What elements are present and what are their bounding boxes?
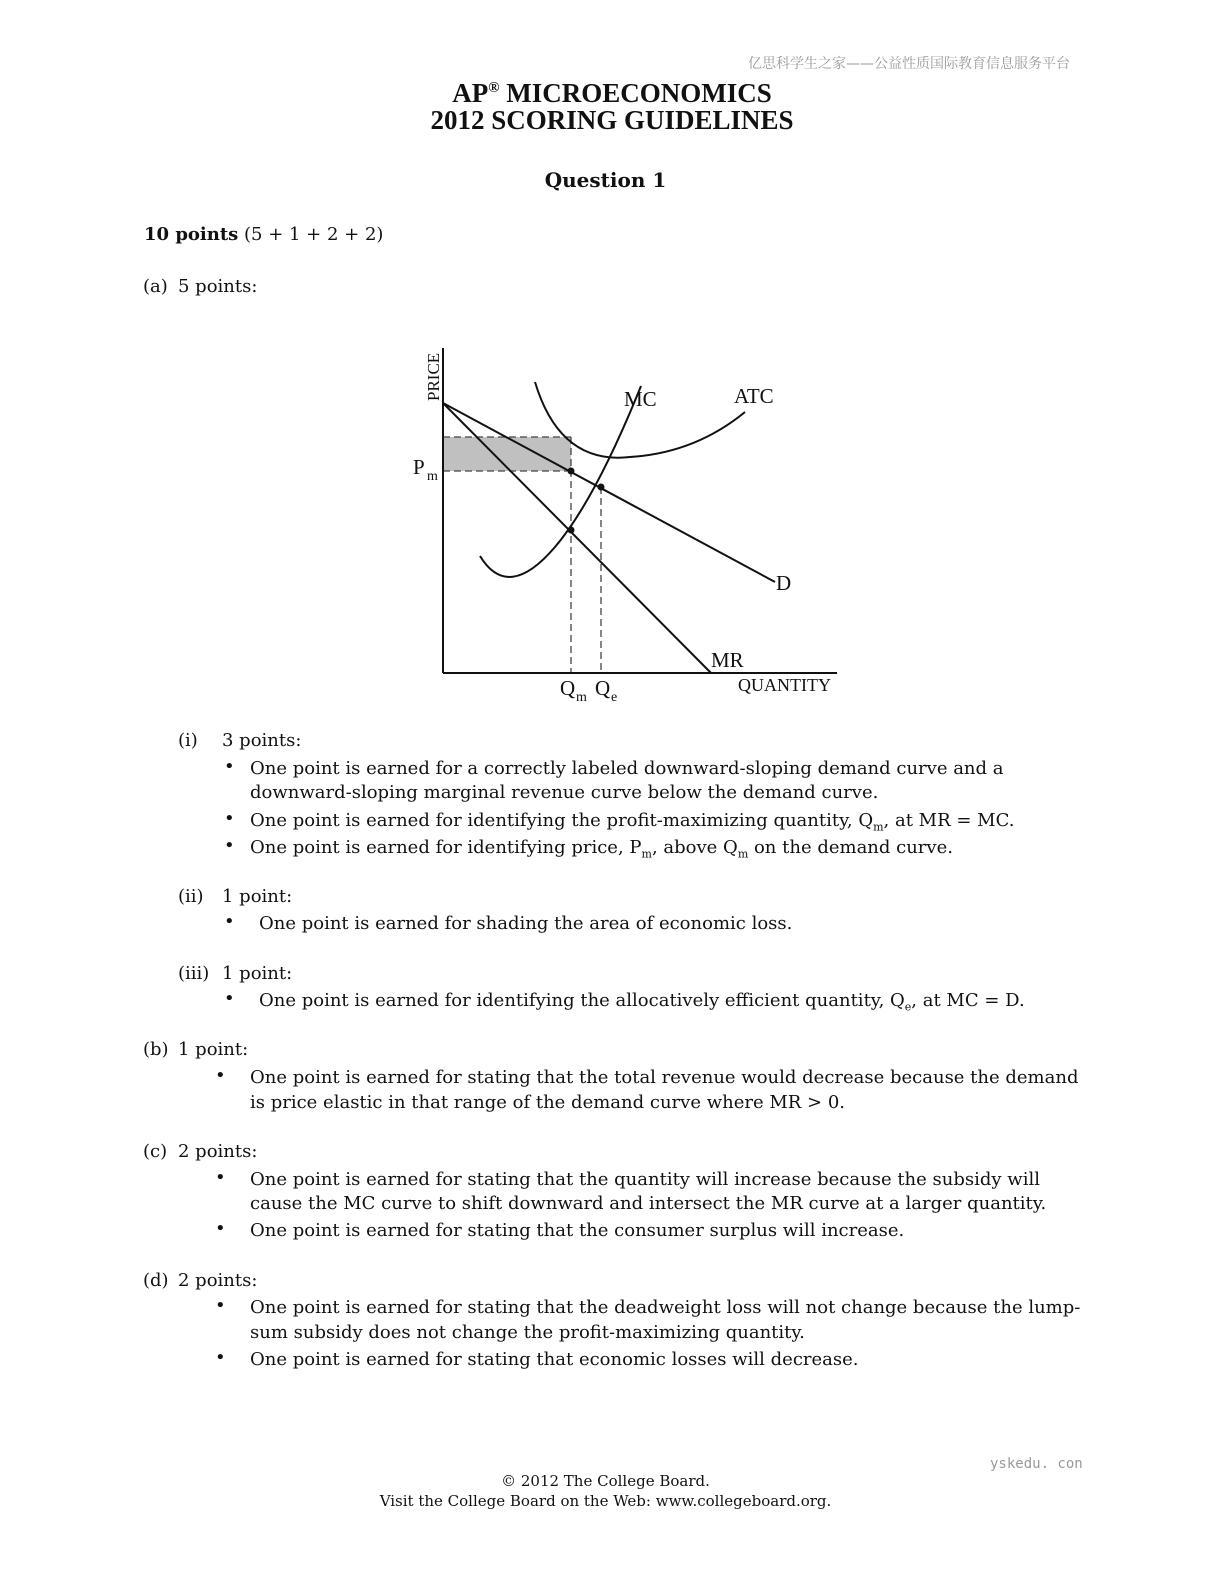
bullet: •	[215, 1167, 226, 1188]
bullet: •	[224, 988, 235, 1009]
title-ap: AP	[452, 78, 489, 108]
bullet: •	[215, 1218, 226, 1239]
demand-curve	[443, 403, 775, 582]
watermark-bottom: yskedu. con	[990, 1456, 1083, 1472]
text-segment: One point is earned for identifying price, P	[250, 837, 642, 858]
subscript: e	[904, 1000, 912, 1014]
bullet: •	[224, 808, 235, 829]
subscript: m	[737, 847, 749, 861]
bullet: •	[224, 835, 235, 856]
text-segment: , at MC = D.	[911, 990, 1025, 1011]
document-title-line2: 2012 SCORING GUIDELINES	[430, 105, 794, 135]
part-a-i-points: 3 points:	[222, 730, 302, 751]
atc-label: ATC	[734, 384, 774, 408]
part-c-label: (c)	[143, 1141, 168, 1162]
points-total	[144, 222, 383, 247]
part-a-iii-points: 1 point:	[222, 963, 293, 984]
mc-curve	[480, 386, 641, 577]
part-c-points: 2 points:	[178, 1141, 258, 1162]
question-title: Question 1	[544, 168, 667, 192]
y-axis-label: PRICE	[424, 352, 443, 401]
qe-label: Q	[595, 676, 611, 700]
pm-label: P	[413, 455, 425, 479]
bullet: •	[215, 1295, 226, 1316]
part-d-bullet1-line1: One point is earned for stating that the deadweight loss will not change because the lump-	[250, 1297, 1081, 1318]
part-a-ii-bullet1: One point is earned for shading the area of economic loss.	[259, 913, 793, 934]
part-d-bullet2: One point is earned for stating that economic losses will decrease.	[250, 1349, 859, 1370]
pm-label-sub: m	[427, 469, 438, 484]
part-a-ii-label: (ii)	[178, 886, 204, 907]
part-a-ii-points: 1 point:	[222, 886, 293, 907]
footer-copyright: © 2012 The College Board.	[501, 1472, 710, 1490]
part-b-label: (b)	[143, 1039, 169, 1060]
text-segment: One point is earned for identifying the profit-maximizing quantity, Q	[250, 810, 874, 831]
text-segment: , above Q	[651, 837, 738, 858]
x-axis-label: QUANTITY	[738, 675, 831, 695]
part-a-iii-bullet1	[259, 988, 1025, 1020]
watermark-top: 亿思科学生之家——公益性质国际教育信息服务平台	[748, 56, 1070, 72]
mr-curve	[443, 403, 711, 673]
part-a-label: (a)	[143, 276, 168, 297]
mr-mc-point	[568, 527, 575, 534]
part-d-label: (d)	[143, 1270, 169, 1291]
mr-label: MR	[711, 648, 744, 672]
demand-label: D	[776, 571, 792, 595]
monopoly-point	[568, 468, 575, 475]
part-a-i-bullet1-line2: downward-sloping marginal revenue curve below the demand curve.	[250, 782, 879, 803]
monopoly-graph	[400, 340, 850, 710]
registered-mark: ®	[488, 80, 500, 96]
part-c-bullet1-line2: cause the MC curve to shift downward and intersect the MR curve at a larger quantity.	[250, 1193, 1047, 1214]
part-c-bullet1-line1: One point is earned for stating that the quantity will increase because the subsidy will	[250, 1169, 1040, 1190]
qe-label-sub: e	[611, 690, 618, 705]
points-breakdown: (5 + 1 + 2 + 2)	[238, 224, 384, 245]
bullet: •	[224, 756, 235, 777]
subscript: m	[873, 820, 884, 834]
part-a-i-bullet1-line1: One point is earned for a correctly labeled downward-sloping demand curve and a	[250, 758, 1004, 779]
part-b-bullet1-line2: is price elastic in that range of the demand curve where MR > 0.	[250, 1092, 846, 1113]
text-segment: on the demand curve.	[748, 837, 953, 858]
part-a-i-label: (i)	[178, 730, 198, 751]
part-a-i-bullet3	[250, 835, 953, 867]
economic-loss-area	[443, 437, 571, 471]
part-b-bullet1-line1: One point is earned for stating that the total revenue would decrease because the demand	[250, 1067, 1079, 1088]
bullet: •	[224, 911, 235, 932]
part-c-bullet2: One point is earned for stating that the consumer surplus will increase.	[250, 1220, 905, 1241]
footer-website: Visit the College Board on the Web: www.collegeboard.org.	[379, 1492, 832, 1510]
text-segment: One point is earned for identifying the allocatively efficient quantity, Q	[259, 990, 905, 1011]
bullet: •	[215, 1347, 226, 1368]
efficient-point	[598, 484, 605, 491]
part-a-points: 5 points:	[178, 276, 258, 297]
part-b-points: 1 point:	[178, 1039, 249, 1060]
qm-label-sub: m	[576, 690, 587, 705]
part-d-points: 2 points:	[178, 1270, 258, 1291]
points-total-bold: 10 points	[144, 224, 239, 245]
title-subject: MICROECONOMICS	[499, 78, 772, 108]
mc-label: MC	[624, 387, 657, 411]
part-d-bullet1-line2: sum subsidy does not change the profit-maximizing quantity.	[250, 1322, 805, 1343]
bullet: •	[215, 1065, 226, 1086]
part-a-iii-label: (iii)	[178, 963, 210, 984]
subscript: m	[641, 847, 652, 861]
qm-label: Q	[560, 676, 576, 700]
text-segment: , at MR = MC.	[883, 810, 1015, 831]
